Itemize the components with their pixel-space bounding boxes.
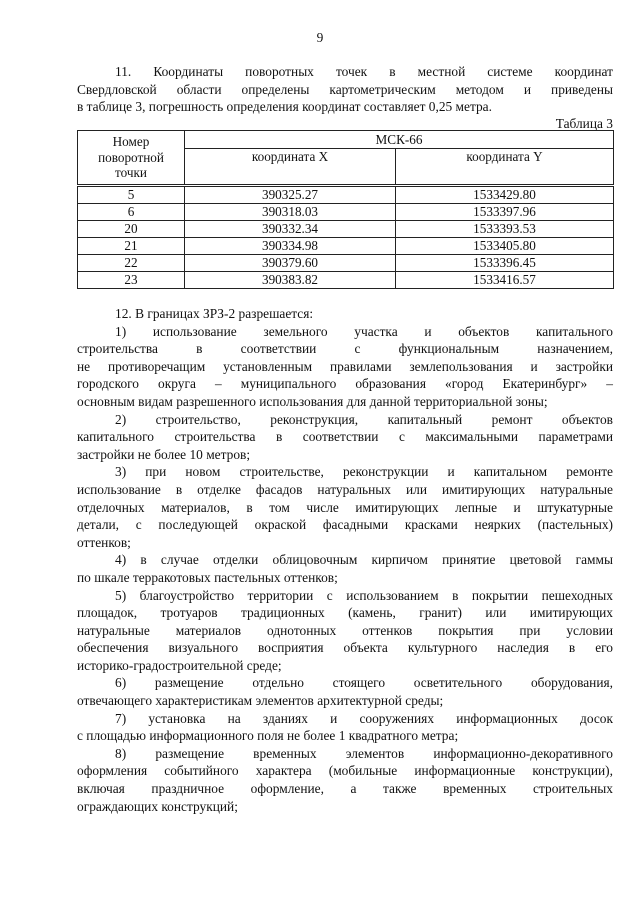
table-row (78, 186, 614, 204)
cell-x: 390379.60 (185, 255, 396, 272)
text-line: ограждающих конструкций; (77, 798, 238, 814)
header-x: координата X (185, 149, 396, 186)
table-row (78, 272, 614, 289)
list-item (77, 745, 613, 815)
text-line: 3) при новом строительстве, реконструкции и капитальном ремонте (115, 464, 613, 480)
cell-x: 390332.34 (185, 221, 396, 238)
text-line: Свердловской области определены картометрическим методом и приведены (77, 81, 613, 97)
text-line: капитального строительства в соответствии с максимальными параметрами (77, 429, 613, 445)
text-line: по шкале терракотовых пастельных оттенков; (77, 569, 338, 585)
section-11-paragraph (77, 63, 613, 116)
cell-x: 390318.03 (185, 204, 396, 221)
text-line: 7) установка на зданиях и сооружениях информационных досок (115, 710, 613, 726)
list-item (77, 674, 613, 709)
cell-y: 1533393.53 (396, 221, 614, 238)
section-12 (77, 305, 613, 815)
text-line: с площадью информационного поля не более 1 квадратного метра; (77, 728, 459, 744)
header-y: координата Y (396, 149, 614, 186)
cell-x: 390325.27 (185, 186, 396, 204)
text-line: натуральные материалов однотонных оттенков покрытия при условии (77, 622, 613, 638)
cell-y: 1533405.80 (396, 238, 614, 255)
text-line: 8) размещение временных элементов информационно-декоративного (115, 745, 613, 761)
table-row (78, 204, 614, 221)
table-row (78, 238, 614, 255)
list-item (77, 411, 613, 464)
header-text: Номер (112, 134, 150, 150)
text-line: 4) в случае отделки облицовочным кирпичом принятие цветовой гаммы (115, 552, 613, 568)
text-line: в таблице 3, погрешность определения координат составляет 0,25 метра. (77, 99, 492, 115)
text-line: отделочных материалов, в том числе имитирующих лепные и штукатурные (77, 499, 613, 515)
text-line: 6) размещение отдельно стоящего осветительного оборудования, (115, 675, 613, 691)
text-line: историко-градостроительной среде; (77, 657, 282, 673)
cell-y: 1533396.45 (396, 255, 614, 272)
cell-x: 390334.98 (185, 238, 396, 255)
text-line: использование в отделке фасадов натуральных или имитирующих натуральные (77, 481, 613, 497)
text-line: строительства в соответствии с функциональным назначением, (77, 341, 613, 357)
table-row (78, 255, 614, 272)
text-line: застройки не более 10 метров; (77, 446, 251, 462)
list-item (77, 710, 613, 745)
text-line: основным видам разрешенного использования для данной территориальной зоны; (77, 393, 548, 409)
table-row (78, 221, 614, 238)
section-12-heading: 12. В границах ЗРЗ-2 разрешается: (115, 306, 314, 321)
cell-point: 5 (78, 186, 185, 204)
text-line: включая праздничное оформление, а также временных строительных (77, 781, 613, 797)
cell-y: 1533397.96 (396, 204, 614, 221)
text-line: городского округа – муниципального образования «город Екатеринбург» – (77, 376, 613, 392)
cell-point: 23 (78, 272, 185, 289)
text-line: оттенков; (77, 534, 131, 550)
table-caption: Таблица 3 (555, 116, 613, 131)
text-line: обеспечения визуального восприятия объекта культурного наследия в его (77, 640, 613, 656)
text-line: отвечающего характеристикам элементов архитектурной среды; (77, 693, 444, 709)
header-point-number (78, 131, 185, 186)
coordinates-table (77, 130, 614, 289)
cell-y: 1533429.80 (396, 186, 614, 204)
list-item (77, 463, 613, 551)
cell-point: 21 (78, 238, 185, 255)
list-item (77, 551, 613, 586)
header-text: поворотной (98, 149, 164, 165)
page-number: 9 (316, 30, 324, 45)
text-line: 11. Координаты поворотных точек в местной системе координат (115, 64, 613, 79)
header-text: точки (115, 165, 147, 181)
text-line: 5) благоустройство территории с использованием в покрытии пешеходных (115, 587, 613, 603)
text-line: не противоречащим установленным правилами землепользования и застройки (77, 358, 613, 374)
text-line: детали, с последующей окраской фасадными красками неярких (пастельных) (77, 517, 613, 533)
list-item (77, 587, 613, 675)
text-line: площадок, тротуаров традиционных (камень, гранит) или имитирующих (77, 605, 613, 621)
table-header-row (78, 131, 614, 149)
header-coordinate-system: МСК-66 (185, 131, 614, 149)
cell-point: 22 (78, 255, 185, 272)
text-line: оформления событийного характера (мобильные информационные конструкции), (77, 763, 613, 779)
text-line: 1) использование земельного участка и объектов капитального (115, 323, 613, 339)
cell-y: 1533416.57 (396, 272, 614, 289)
cell-point: 6 (78, 204, 185, 221)
cell-x: 390383.82 (185, 272, 396, 289)
list-item (77, 323, 613, 411)
text-line: 2) строительство, реконструкция, капитальный ремонт объектов (115, 411, 613, 427)
cell-point: 20 (78, 221, 185, 238)
